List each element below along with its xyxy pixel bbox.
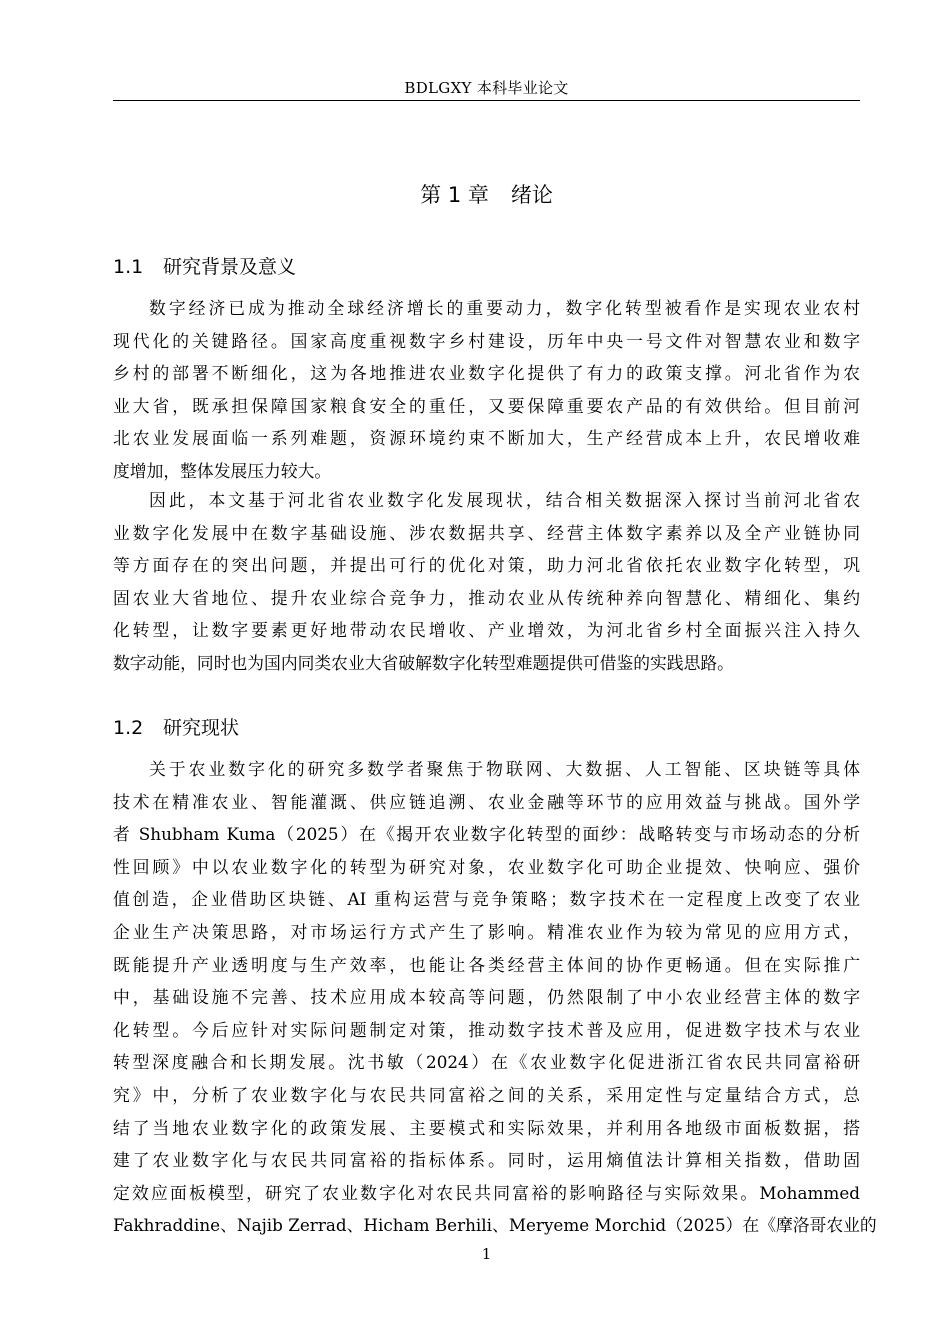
- text-line: 数字动能，同时也为国内同类农业大省破解数字化转型难题提供可借鉴的实践思路。: [113, 652, 734, 673]
- text-line: 中，基础设施不完善、技术应用成本较高等问题，仍然限制了中小农业经营主体的数字: [113, 987, 860, 1008]
- text-line: 性回顾》中以农业数字化的转型为研究对象，农业数字化可助企业提效、快响应、强价: [113, 856, 860, 877]
- text-line: 北农业发展面临一系列难题，资源环境约束不断加大，生产经营成本上升，农民增收难: [113, 428, 860, 449]
- chapter-title: [113, 180, 860, 210]
- text-line: 企业生产决策思路，对市场运行方式产生了影响。精准农业作为较为常见的应用方式，: [113, 921, 860, 942]
- text-line: 既能提升产业透明度与生产效率，也能让各类经营主体间的协作更畅通。但在实际推广: [113, 954, 860, 975]
- text-line: 者 Shubham Kuma（2025）在《揭开农业数字化转型的面纱：战略转变与市场动态的分析: [113, 824, 860, 845]
- section-number: 1.1: [113, 256, 144, 278]
- header-divider: [113, 100, 860, 101]
- page-header: BDLGXY 本科毕业论文: [404, 79, 569, 97]
- text-line: 度增加，整体发展压力较大。: [113, 460, 332, 481]
- text-line: 建了农业数字化与农民共同富裕的指标体系。同时，运用熵值法计算相关指数，借助固: [113, 1150, 860, 1171]
- text-line: 技术在精准农业、智能灌溉、供应链追溯、农业金融等环节的应用效益与挑战。国外学: [113, 791, 860, 812]
- section-heading-1-1: [113, 253, 860, 281]
- text-line: 值创造，企业借助区块链、AI 重构运营与竞争策略；数字技术在一定程度上改变了农业: [113, 889, 860, 910]
- text-line: 化转型，让数字要素更好地带动农民增收、产业增效，为河北省乡村全面振兴注入持久: [113, 620, 860, 641]
- text-line: Fakhraddine、Najib Zerrad、Hicham Berhili、Meryeme Morchid（2025）在《摩洛哥农业的: [113, 1215, 877, 1236]
- paragraph-background-2: [113, 484, 860, 680]
- text-line: 究》中，分析了农业数字化与农民共同富裕之间的关系，采用定性与定量结合方式，总: [113, 1084, 860, 1105]
- text-line: 等方面存在的突出问题，并提出可行的优化对策，助力河北省依托农业数字化转型，巩: [113, 555, 860, 576]
- section-title: 研究背景及意义: [163, 256, 297, 278]
- text-line: 现代化的关键路径。国家高度重视数字乡村建设，历年中央一号文件对智慧农业和数字: [113, 330, 860, 351]
- paragraph-research-status: [113, 753, 877, 1242]
- text-line: 定效应面板模型，研究了农业数字化对农民共同富裕的影响路径与实际效果。Mohammed: [113, 1182, 860, 1203]
- text-line: 业数字化发展中在数字基础设施、涉农数据共享、经营主体数字素养以及全产业链协同: [113, 522, 860, 543]
- text-line: 乡村的部署不断细化，这为各地推进农业数字化提供了有力的政策支撑。河北省作为农: [113, 363, 860, 384]
- text-line: 固农业大省地位、提升农业综合竞争力，推动农业从传统种养向智慧化、精细化、集约: [113, 587, 860, 608]
- text-line: 数字经济已成为推动全球经济增长的重要动力，数字化转型被看作是实现农业农村: [149, 298, 860, 318]
- text-line: 业大省，既承担保障国家粮食安全的重任，又要保障重要农产品的有效供给。但目前河: [113, 395, 860, 416]
- chapter-number: 第 1 章: [420, 183, 489, 207]
- paragraph-background-1: [113, 292, 860, 488]
- chapter-name: 绪论: [510, 183, 553, 207]
- section-number: 1.2: [113, 717, 144, 739]
- text-line: 因此，本文基于河北省农业数字化发展现状，结合相关数据深入探讨当前河北省农: [149, 490, 860, 510]
- text-line: 结了当地农业数字化的政策发展、主要模式和实际效果，并利用各地级市面板数据，搭: [113, 1117, 860, 1138]
- text-line: 关于农业数字化的研究多数学者聚焦于物联网、大数据、人工智能、区块链等具体: [149, 759, 860, 779]
- text-line: 化转型。今后应针对实际问题制定对策，推动数字技术普及应用，促进数字技术与农业: [113, 1019, 860, 1040]
- page-number: 1: [481, 1245, 492, 1263]
- section-heading-1-2: [113, 714, 860, 742]
- section-title: 研究现状: [163, 717, 240, 739]
- text-line: 转型深度融合和长期发展。沈书敏（2024）在《农业数字化促进浙江省农民共同富裕研: [113, 1052, 860, 1073]
